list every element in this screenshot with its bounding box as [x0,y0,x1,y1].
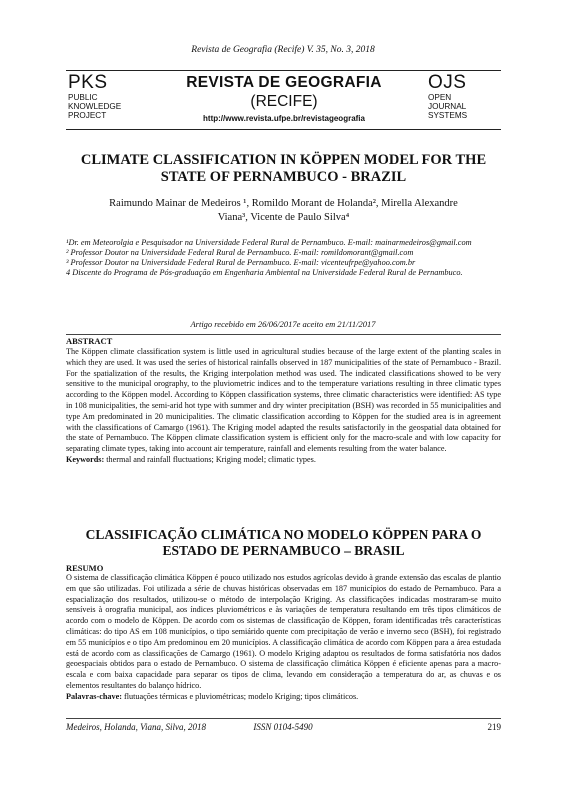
author-line: Raimundo Mainar de Medeiros ¹, Romildo Morant de Holanda², Mirella Alexandre [109,198,458,209]
journal-masthead [150,73,418,125]
footer-issn: ISSN 0104-5490 [253,722,313,732]
abstract-rule [66,334,501,335]
abstract-heading: ABSTRACT [66,336,113,346]
pkp-logo-line: PROJECT [68,111,107,120]
ojs-logo-line: JOURNAL [428,102,467,111]
affiliation-item: ² Professor Doutor na Universidade Federal Rural de Pernambuco. E-mail: romildomorant@gmail.com [66,248,414,257]
article-title-en: CLIMATE CLASSIFICATION IN KÖPPEN MODEL FOR THE STATE OF PERNAMBUCO - BRAZIL [80,152,487,185]
pkp-logo-line: PUBLIC [68,93,98,102]
affiliations [66,238,501,278]
affiliation-item: ¹Dr. em Meteorolgia e Pesquisador na Universidade Federal Rural de Pernambuco. E-mail: mainarmedeiros@gmail.com [66,238,472,247]
header-bottom-rule [66,129,501,130]
abstract-text: The Köppen climate classification system is little used in agricultural studies because of the large extent of the planting scales in which they are used. It was used the series of historical rainfalls observed in 187 municipalities of the state of Pernambuco - Brazil. For the spatialization of the results, the Kriging interpolation method was used. The indicated classifications showed to be very sensitive to the municipal orography, to the pluviometric indices and to the temperature variations resulting in three climatic types according to the Köppen model. According to Köppen classification systems, three climatic characteristics were identified: AS type in 108 municipalities, the semi-arid hot type with summer and dry winter precipitation (BSH) was recorded in 55 municipalities and type Am predominated in 20 municipalities. The climatic classification according to Köppen for the studied area is in agreement with the classifications of Camargo (1961). The Kriging model adapted the results satisfactorily in the geospatial data obtained for the state of Pernambuco. The Köppen climate classification system is efficient only for the macro-scale and with low capacity for separating climate types, taking into account air temperature, rainfall and elements resulting from the water balance. [66,347,501,454]
header-top-rule [66,70,501,71]
resumo-heading: RESUMO [66,563,104,573]
palavras-chave-label: Palavras-chave: [66,691,122,701]
journal-subtitle: (RECIFE) [250,93,318,110]
abstract-body [66,347,501,466]
running-head: Revista de Geografia (Recife) V. 35, No. 3, 2018 [191,45,375,55]
abstract-keywords [66,455,501,466]
journal-url[interactable]: http://www.revista.ufpe.br/revistageografia [203,114,365,123]
page-number: 219 [487,722,501,732]
ojs-logo [428,73,467,120]
ojs-logo-big: OJS [428,72,467,93]
pkp-logo-line: KNOWLEDGE [68,102,122,111]
keywords-label: Keywords: [66,454,105,464]
ojs-logo-line: OPEN [428,93,452,102]
journal-title: REVISTA DE GEOGRAFIA [186,74,382,91]
pkp-logo-big: PKS [68,72,108,93]
footer-rule [66,718,501,719]
palavras-chave-text: flutuações térmicas e pluviométricas; modelo Kriging; tipos climáticos. [121,691,359,701]
resumo-text: O sistema de classificação climática Köppen é pouco utilizado nos estudos agrícolas devido à grande extensão das escalas de plantio em que são utilizadas. Foi utilizada a série de chuvas históricas observadas em 187 municípios do estado de Pernambuco. Para a espacialização dos resultados, utilizou-se o método de interpolação Kriging. As classificações indicadas mostraram-se muito sensíveis à orografia municipal, aos índices pluviométricos e às variações de temperatura resultando em três tipos climáticos de acordo com o modelo de Köppen. De acordo com os sistemas de classificação de Köppen, foram identificadas três características climáticas: do tipo AS em 108 municípios, o tipo semiárido quente com precipitação de verão e inverno seco (BSH), foi registrado em 55 municípios e o tipo Am predominou em 20 municípios. A classificação climática de acordo com Köppen para a área estudada está de acordo com as classificações de Camargo (1961). O modelo Kriging adaptou os resultados de forma satisfatória nos dados geoespaciais obtidos para o estado de Pernambuco. O sistema de classificação climática Köppen é eficiente apenas para a macro-escala e com baixa capacidade para separar os tipos de clima, levando em consideração a temperatura do ar, as chuvas e os elementos resultantes do balanço hídrico. [66,573,501,690]
keywords-text: thermal and rainfall fluctuations; Kriging model; climatic types. [104,454,316,464]
author-line: Viana³, Vicente de Paulo Silva⁴ [217,212,350,223]
article-title-pt: CLASSIFICAÇÃO CLIMÁTICA NO MODELO KÖPPEN PARA O ESTADO DE PERNAMBUCO – BRASIL [85,527,482,558]
affiliation-item: 4 Discente do Programa de Pós-graduação em Engenharia Ambiental na Universidade Federal Rural de Pernambuco. [66,268,463,277]
affiliation-item: ³ Professor Doutor na Universidade Federal Rural de Pernambuco. E-mail: vicenteufrpe@yahoo.com.br [66,258,416,267]
footer-authors: Medeiros, Holanda, Viana, Silva, 2018 [66,722,206,732]
pkp-logo [68,73,121,120]
received-date: Artigo recebido em 26/06/2017e aceito em 21/11/2017 [190,319,376,329]
resumo-keywords [66,692,501,703]
ojs-logo-line: SYSTEMS [428,111,468,120]
resumo-body [66,573,501,703]
author-list [66,197,501,225]
